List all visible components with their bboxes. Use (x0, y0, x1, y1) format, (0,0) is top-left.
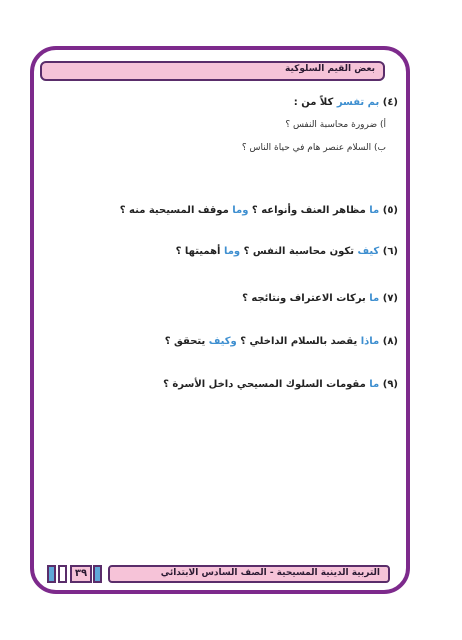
question-4 (294, 97, 398, 108)
footer-title: التربية الدينية المسيحية - الصف السادس الابتدائي (160, 568, 380, 578)
question-keyword: ما (369, 379, 380, 390)
question-4a: أ) ضرورة محاسبة النفس ؟ (285, 120, 386, 130)
question-keyword-2: وما (232, 205, 249, 216)
question-text: مظاهر العنف وأنواعه ؟ (251, 205, 366, 216)
page-number: ٣٩ (70, 565, 92, 583)
question-text-2: أهميتها ؟ (175, 246, 221, 257)
question-keyword-2: وكيف (208, 336, 237, 347)
question-text: تكون محاسبة النفس ؟ (243, 246, 354, 257)
question-number: (٨) (382, 336, 398, 347)
question-number: (٤) (382, 97, 398, 108)
question-keyword-2: وما (223, 246, 241, 257)
question-keyword: ما (369, 293, 380, 304)
question-4b: ب) السلام عنصر هام في حياة الناس ؟ (241, 143, 386, 153)
footer-square (47, 565, 56, 583)
question-number: (٦) (382, 246, 398, 257)
question-text: بركات الاعتراف ونتائجه ؟ (242, 293, 366, 304)
question-keyword: بم تفسر (336, 97, 380, 108)
question-text: مقومات السلوك المسيحي داخل الأسرة ؟ (163, 379, 366, 390)
question-number: (٧) (382, 293, 398, 304)
question-number: (٥) (382, 205, 398, 216)
footer-square (58, 565, 67, 583)
footer-square (93, 565, 102, 583)
question-7 (242, 293, 398, 304)
question-5 (120, 205, 398, 216)
question-keyword: ماذا (360, 336, 380, 347)
question-text-2: موقف المسيحية منه ؟ (119, 205, 229, 216)
question-number: (٩) (382, 379, 398, 390)
question-6 (176, 246, 398, 257)
question-text: كلاً من : (293, 97, 334, 108)
question-keyword: ما (369, 205, 380, 216)
question-8 (165, 336, 398, 347)
section-title: بعض القيم السلوكية (285, 64, 375, 74)
question-text-2: يتحقق ؟ (164, 336, 206, 347)
section-header (40, 61, 385, 81)
question-text: يقصد بالسلام الداخلي ؟ (240, 336, 358, 347)
question-keyword: كيف (357, 246, 380, 257)
question-9 (163, 379, 398, 390)
footer-band (108, 565, 390, 583)
